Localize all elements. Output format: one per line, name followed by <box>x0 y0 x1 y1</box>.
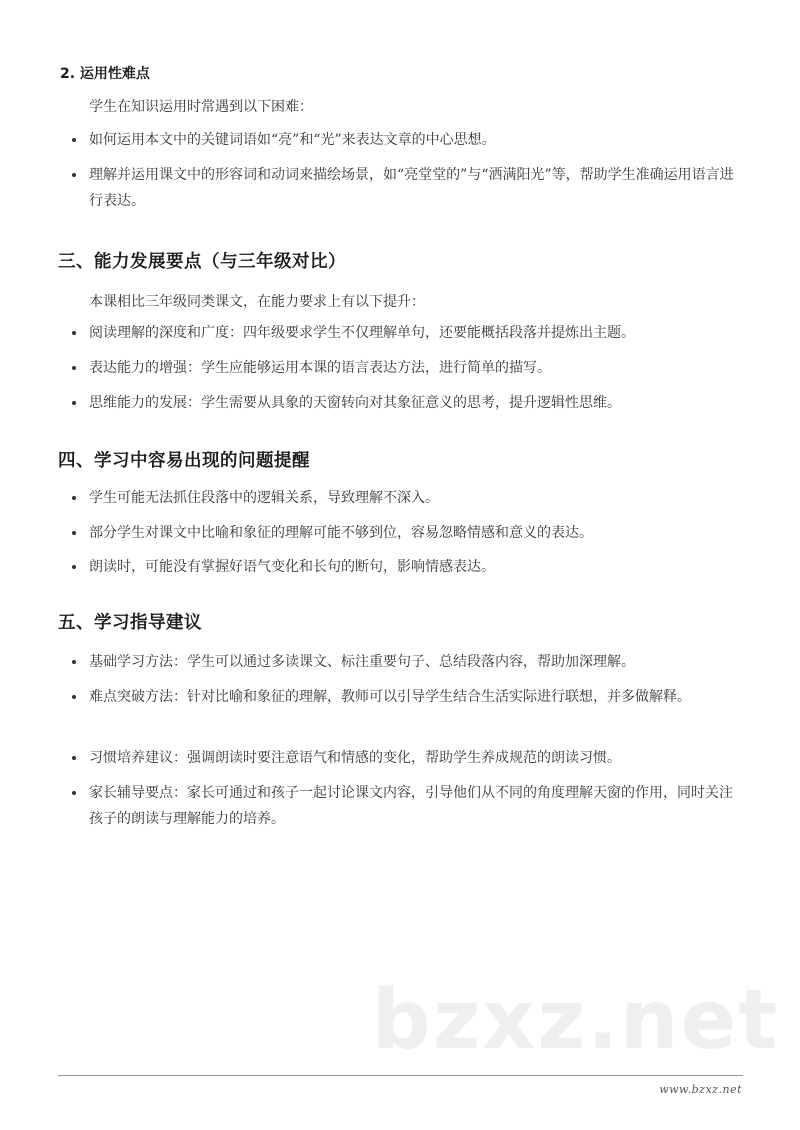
bullet-icon <box>72 791 76 795</box>
list-item: 习惯培养建议：强调朗读时要注意语气和情感的变化，帮助学生养成规范的朗读习惯。 <box>72 745 742 771</box>
watermark: bzxz.net <box>372 973 780 1068</box>
section-2-intro: 学生在知识运用时常遇到以下困难： <box>89 99 313 115</box>
bullet-icon <box>72 695 76 699</box>
list-item: 思维能力的发展：学生需要从具象的天窗转向对其象征意义的思考，提升逻辑性思维。 <box>72 390 742 416</box>
bullet-icon <box>72 565 76 569</box>
bullet-icon <box>72 496 76 500</box>
list-item: 基础学习方法：学生可以通过多读课文、标注重要句子、总结段落内容，帮助加深理解。 <box>72 649 742 675</box>
bullet-icon <box>72 756 76 760</box>
bullet-icon <box>72 173 76 177</box>
bullet-icon <box>72 531 76 535</box>
list-item: 理解并运用课文中的形容词和动词来描绘场景，如“亮堂堂的”与“洒满阳光”等，帮助学生准确运用语言进行表达。 <box>72 162 742 214</box>
list-item: 朗读时，可能没有掌握好语气变化和长句的断句，影响情感表达。 <box>72 554 742 580</box>
footer-divider <box>58 1075 743 1076</box>
list-item: 如何运用本文中的关键词语如“亮”和“光”来表达文章的中心思想。 <box>72 127 742 153</box>
list-item: 表达能力的增强：学生应能够运用本课的语言表达方法，进行简单的描写。 <box>72 355 742 381</box>
list-item: 家长辅导要点：家长可通过和孩子一起讨论课文内容，引导他们从不同的角度理解天窗的作用，同时关注孩子的朗读与理解能力的培养。 <box>72 780 742 832</box>
list-item: 学生可能无法抓住段落中的逻辑关系，导致理解不深入。 <box>72 485 742 511</box>
section-5-heading: 五、学习指导建议 <box>58 613 202 633</box>
bullet-icon <box>72 366 76 370</box>
section-2-heading: 2. 运用性难点 <box>60 66 150 82</box>
bullet-icon <box>72 138 76 142</box>
list-item: 部分学生对课文中比喻和象征的理解可能不够到位，容易忽略情感和意义的表达。 <box>72 520 742 546</box>
list-item: 阅读理解的深度和广度：四年级要求学生不仅理解单句，还要能概括段落并提炼出主题。 <box>72 320 742 346</box>
section-3-intro: 本课相比三年级同类课文，在能力要求上有以下提升： <box>89 294 425 310</box>
section-3-heading: 三、能力发展要点（与三年级对比） <box>58 252 346 272</box>
section-4-heading: 四、学习中容易出现的问题提醒 <box>58 451 310 471</box>
bullet-icon <box>72 401 76 405</box>
list-item: 难点突破方法：针对比喻和象征的理解，教师可以引导学生结合生活实际进行联想，并多做解释。 <box>72 684 742 710</box>
footer-url: www.bzxz.net <box>659 1083 742 1096</box>
bullet-icon <box>72 331 76 335</box>
bullet-icon <box>72 660 76 664</box>
